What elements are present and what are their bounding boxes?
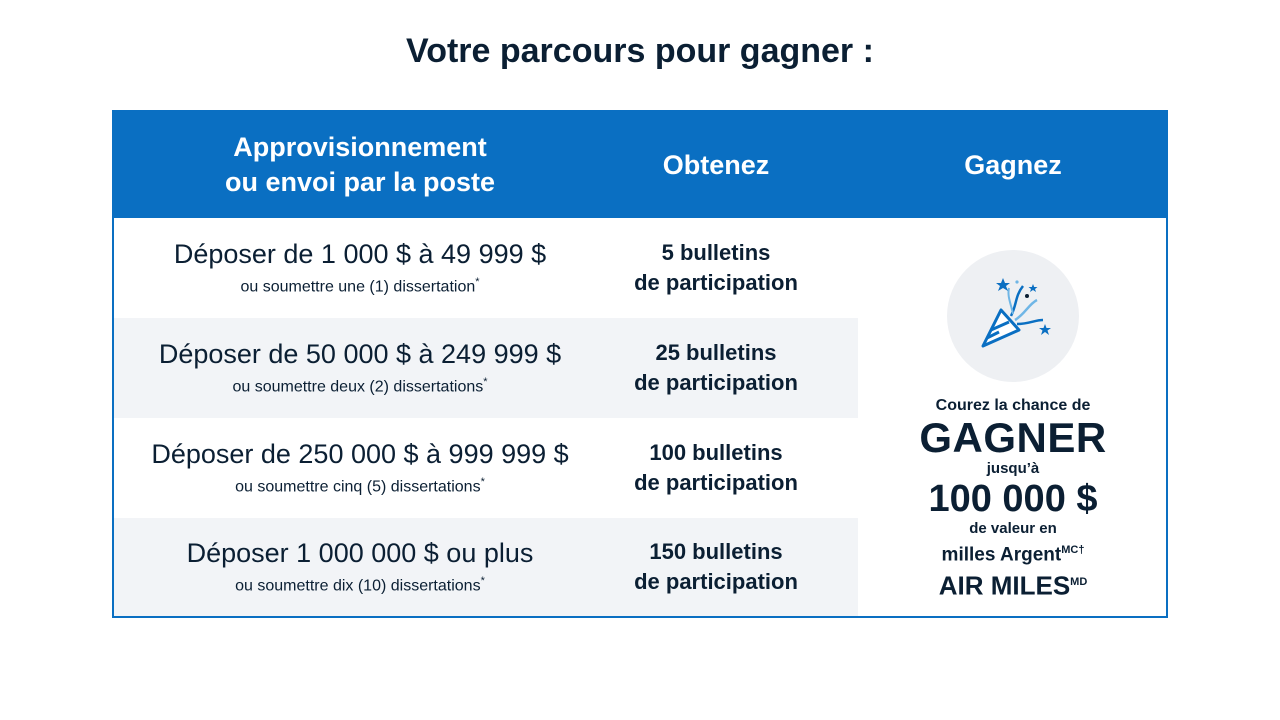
entries-count: 100 bulletins [649,440,783,465]
essay-text: ou soumettre dix (10) dissertations [235,577,481,595]
air-miles-brand: AIR MILES [938,570,1071,601]
prize-value-of: de valeur en [969,520,1057,537]
prize-amount: 100 000 $ [928,478,1098,520]
prize-win-word: GAGNER [919,414,1107,461]
entries-cell [606,418,826,518]
deposit-range: Déposer 1 000 000 $ ou plus [186,538,534,569]
party-popper-icon [947,250,1079,382]
deposit-cell [114,318,606,418]
essay-option [232,371,487,398]
header-win: Gagnez [964,149,1062,180]
trademark-mark: MC† [1061,544,1085,556]
essay-text: ou soumettre une (1) dissertation [240,278,476,296]
prize-panel [860,218,1166,616]
prize-up-to: jusqu’à [986,460,1040,477]
entries-label: de participation [634,270,798,295]
essay-option [240,271,479,298]
entries-cell [606,518,826,616]
entries-count: 150 bulletins [649,539,783,564]
header-get: Obtenez [662,149,770,180]
prize-intro: Courez la chance de [935,397,1091,414]
essay-option [235,570,485,597]
footnote-mark: * [480,575,485,588]
table-row [114,218,858,318]
header-supply-label: Approvisionnement ou envoi par la poste [224,132,496,197]
contest-table [112,110,1168,618]
deposit-cell [114,518,606,616]
entries-label: de participation [634,370,798,395]
footnote-mark: * [475,276,480,289]
prize-miles-text: milles Argent [941,544,1062,566]
entries-count: 25 bulletins [655,340,777,365]
table-row [114,318,858,418]
page-title: Votre parcours pour gagner : [406,32,874,70]
deposit-cell [114,218,606,318]
essay-text: ou soumettre deux (2) dissertations [232,378,484,396]
prize-miles [942,538,1085,567]
table-header [114,112,1166,218]
entries-cell [606,218,826,318]
prize-brand [939,567,1088,601]
deposit-range: Déposer de 250 000 $ à 999 999 $ [151,439,569,470]
deposit-range: Déposer de 1 000 $ à 49 999 $ [173,239,547,270]
table-row [114,518,858,616]
entries-cell [606,318,826,418]
footnote-mark: * [483,376,488,389]
registered-mark: MD [1070,576,1088,589]
table-row [114,418,858,518]
entries-label: de participation [634,569,798,594]
essay-option [235,471,485,498]
deposit-range: Déposer de 50 000 $ à 249 999 $ [158,339,562,370]
footnote-mark: * [480,476,485,489]
entries-label: de participation [634,470,798,495]
entries-count: 5 bulletins [661,240,771,265]
deposit-cell [114,418,606,518]
essay-text: ou soumettre cinq (5) dissertations [235,478,481,496]
header-supply-or-mail [114,112,606,218]
